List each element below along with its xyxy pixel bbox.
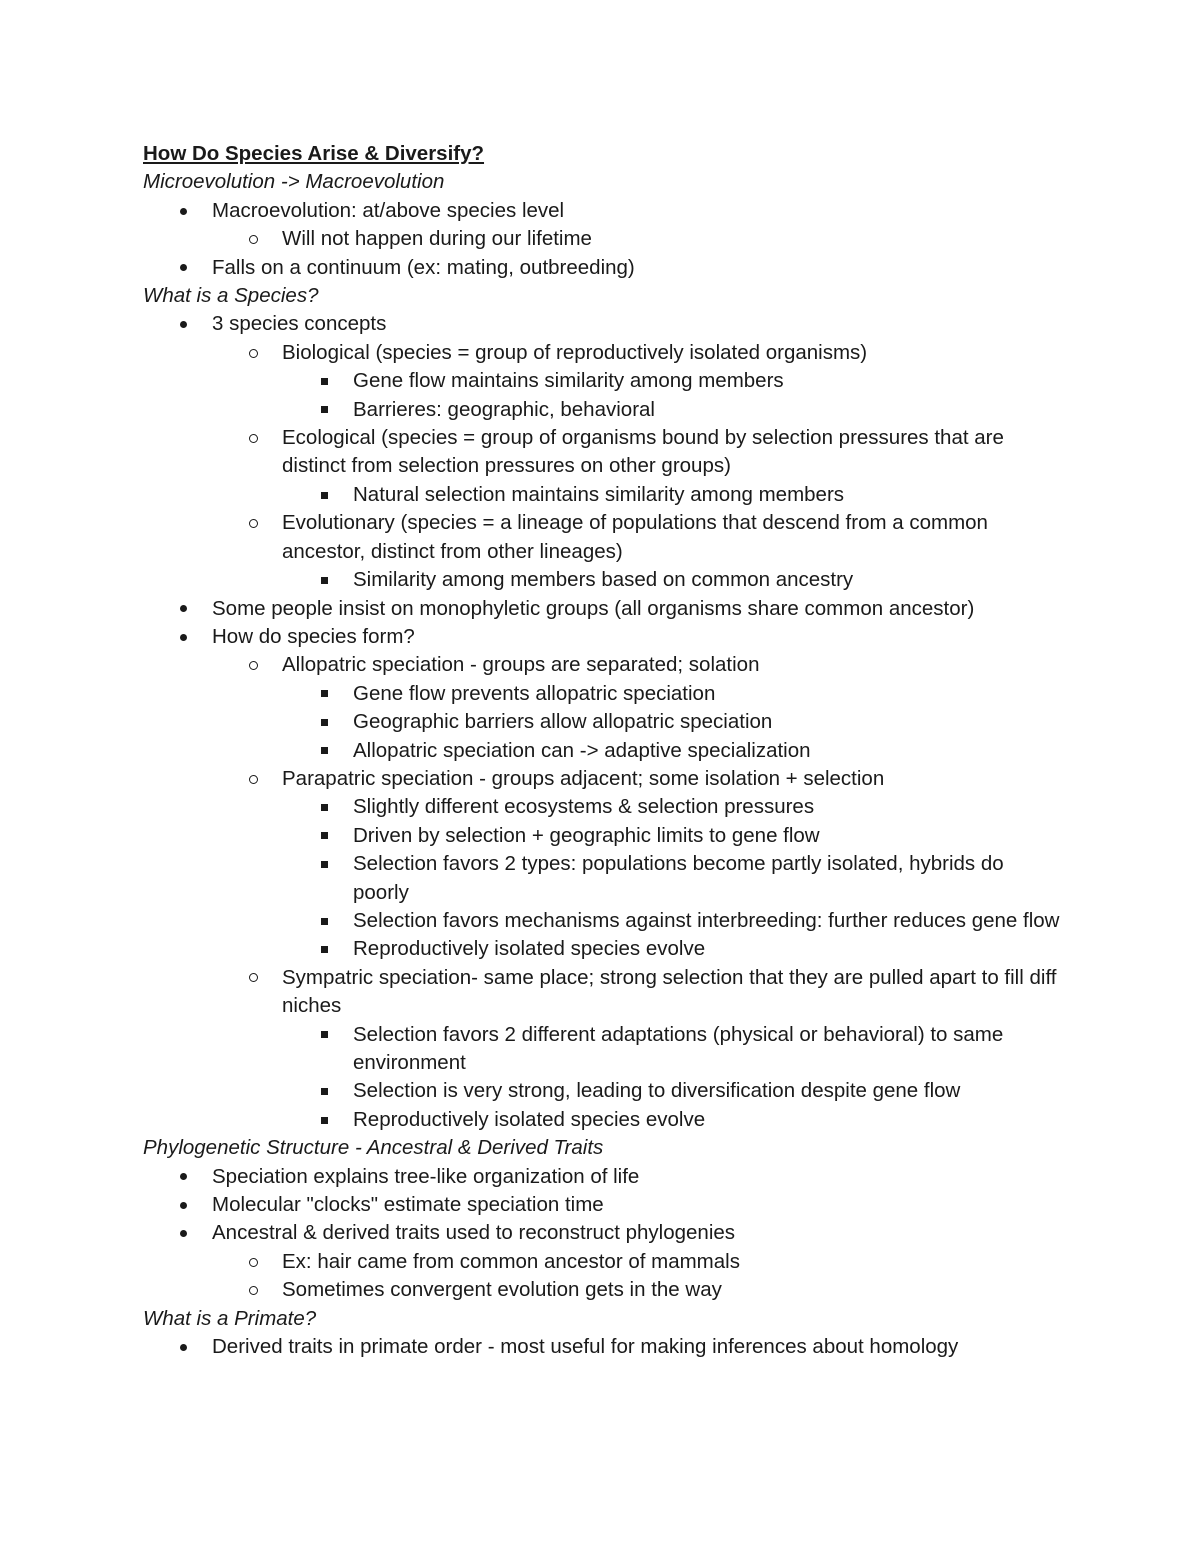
list-item-level-3 [143,850,1063,907]
list-item-text: Evolutionary (species = a lineage of populations that descend from a common ancestor, distinct from other lineages) [282,511,988,563]
list-item-level-2 [143,424,1063,481]
list-item-text: Selection favors 2 different adaptations (physical or behavioral) to same environment [353,1022,1004,1074]
list-item-level-3 [143,737,1063,765]
list-item-level-2 [143,509,1063,566]
list-item-level-3 [143,1021,1063,1078]
list-item-level-2 [143,964,1063,1021]
page-title: How Do Species Arise & Diversify? [143,142,485,165]
square-bullet-icon [317,680,331,708]
square-bullet-icon [317,850,331,878]
list-item-text: Selection is very strong, leading to diversification despite gene flow [353,1079,961,1103]
list-item-text: Driven by selection + geographic limits to gene flow [353,823,820,847]
list-item-level-3 [143,1077,1063,1105]
square-bullet-icon [317,935,331,963]
list-item-level-2 [143,225,1063,253]
square-bullet-icon [317,1106,331,1134]
list-item-level-2 [143,1248,1063,1276]
filled-bullet-icon [176,595,190,623]
hollow-circle-bullet-icon [246,339,260,367]
list-item-level-2 [143,765,1063,793]
hollow-circle-bullet-icon [246,765,260,793]
hollow-circle-bullet-icon [246,509,260,537]
list-item-text: Allopatric speciation - groups are separated; solation [282,653,760,677]
list-item-text: Will not happen during our lifetime [282,227,592,251]
list-item-text: Natural selection maintains similarity among members [353,482,845,506]
list-item-text: Reproductively isolated species evolve [353,1107,706,1131]
filled-bullet-icon [176,1219,190,1247]
list-item-text: Falls on a continuum (ex: mating, outbreeding) [212,255,635,279]
list-item-level-1 [143,310,1063,338]
hollow-circle-bullet-icon [246,964,260,992]
list-item-text: Sympatric speciation- same place; strong selection that they are pulled apart to fill diff niches [282,965,1057,1018]
list-item-text: Similarity among members based on common ancestry [353,568,854,592]
list-item-text: How do species form? [212,624,415,648]
square-bullet-icon [317,566,331,594]
list-item-level-1 [143,197,1063,225]
list-item-text: Sometimes convergent evolution gets in the way [282,1278,722,1302]
hollow-circle-bullet-icon [246,424,260,452]
list-item-level-3 [143,935,1063,963]
list-item-text: 3 species concepts [212,312,387,336]
document-body [143,140,1063,1361]
filled-bullet-icon [176,1163,190,1191]
list-item-text: Parapatric speciation - groups adjacent; some isolation + selection [282,766,885,790]
list-item-level-3 [143,566,1063,594]
list-item-level-3 [143,367,1063,395]
list-item-level-3 [143,708,1063,736]
list-item-text: Ecological (species = group of organisms bound by selection pressures that are distinct from selection pressures on other groups) [282,426,1004,478]
list-item-level-3 [143,396,1063,424]
list-item-level-2 [143,1276,1063,1304]
list-item-text: Biological (species = group of reproductively isolated organisms) [282,340,868,364]
list-item-level-1 [143,623,1063,651]
list-item-text: Reproductively isolated species evolve [353,937,706,961]
filled-bullet-icon [176,1333,190,1361]
list-item-level-3 [143,793,1063,821]
list-item-text: Gene flow maintains similarity among members [353,369,784,393]
section-heading: Microevolution -> Macroevolution [143,170,445,194]
section-heading: Phylogenetic Structure - Ancestral & Derived Traits [143,1136,604,1160]
list-item-level-3 [143,1106,1063,1134]
list-item-level-3 [143,481,1063,509]
list-item-text: Molecular "clocks" estimate speciation time [212,1193,604,1217]
hollow-circle-bullet-icon [246,1276,260,1304]
square-bullet-icon [317,481,331,509]
list-item-level-2 [143,651,1063,679]
filled-bullet-icon [176,1191,190,1219]
filled-bullet-icon [176,310,190,338]
filled-bullet-icon [176,197,190,225]
list-item-level-1 [143,1219,1063,1247]
square-bullet-icon [317,367,331,395]
filled-bullet-icon [176,254,190,282]
list-item-level-1 [143,1191,1063,1219]
list-item-text: Some people insist on monophyletic groups (all organisms share common ancestor) [212,596,975,620]
list-item-text: Barrieres: geographic, behavioral [353,397,655,421]
list-item-text: Selection favors mechanisms against interbreeding: further reduces gene flow [353,908,1060,932]
list-item-text: Gene flow prevents allopatric speciation [353,681,716,705]
list-item-text: Selection favors 2 types: populations become partly isolated, hybrids do poorly [353,852,1004,904]
hollow-circle-bullet-icon [246,1248,260,1276]
square-bullet-icon [317,822,331,850]
list-item-level-3 [143,822,1063,850]
list-item-level-1 [143,1333,1063,1361]
sections-container [143,168,1063,1361]
square-bullet-icon [317,907,331,935]
square-bullet-icon [317,793,331,821]
list-item-level-1 [143,254,1063,282]
list-item-text: Ex: hair came from common ancestor of mammals [282,1249,740,1273]
list-item-text: Macroevolution: at/above species level [212,198,565,222]
filled-bullet-icon [176,623,190,651]
list-item-text: Slightly different ecosystems & selection pressures [353,795,815,819]
hollow-circle-bullet-icon [246,651,260,679]
square-bullet-icon [317,1077,331,1105]
hollow-circle-bullet-icon [246,225,260,253]
list-item-level-2 [143,339,1063,367]
section-heading: What is a Species? [143,284,319,308]
square-bullet-icon [317,737,331,765]
list-item-text: Geographic barriers allow allopatric speciation [353,710,773,734]
square-bullet-icon [317,396,331,424]
square-bullet-icon [317,708,331,736]
square-bullet-icon [317,1021,331,1049]
list-item-level-3 [143,680,1063,708]
section-heading: What is a Primate? [143,1306,317,1330]
list-item-text: Ancestral & derived traits used to reconstruct phylogenies [212,1221,736,1245]
list-item-level-1 [143,595,1063,623]
list-item-text: Speciation explains tree-like organization of life [212,1164,640,1188]
list-item-level-1 [143,1163,1063,1191]
list-item-level-3 [143,907,1063,935]
list-item-text: Allopatric speciation can -> adaptive specialization [353,738,811,762]
list-item-text: Derived traits in primate order - most useful for making inferences about homology [212,1335,959,1359]
